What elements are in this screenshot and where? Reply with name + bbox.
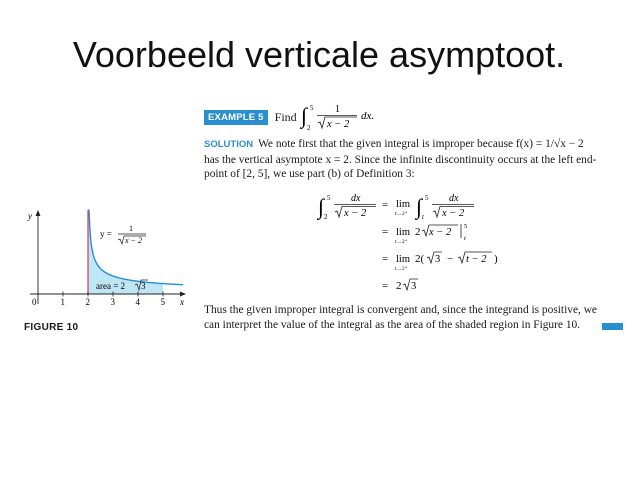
- integral-upper: 5: [309, 104, 314, 112]
- integral-radicand: x − 2: [326, 119, 349, 130]
- x-tick-label-3: 3: [110, 297, 115, 307]
- x-tick-label-2: 2: [85, 297, 90, 307]
- integral-numerator: 1: [334, 104, 340, 115]
- solution-line-1: SOLUTION We note first that the given integral is improper because f(x) = 1/√x − 2: [204, 138, 584, 150]
- svg-text:t: t: [422, 213, 424, 221]
- conclusion-line-1: Thus the given improper integral is convergent and, since the integrand is positive, we: [204, 304, 597, 316]
- svg-text:5: 5: [425, 194, 429, 202]
- figure-caption: FIGURE 10: [24, 322, 79, 333]
- svg-text:t→2⁺: t→2⁺: [395, 239, 408, 245]
- find-label: Find: [274, 109, 297, 124]
- solution-line-3: point of [2, 5], we use part (b) of Definition 3:: [204, 168, 415, 181]
- area-label-prefix: area = 2: [96, 281, 126, 291]
- svg-text:−: −: [447, 253, 454, 265]
- integral-dx: dx.: [360, 110, 374, 122]
- x-axis-arrow: [180, 292, 186, 297]
- svg-text:5: 5: [464, 223, 468, 230]
- svg-text:lim: lim: [396, 254, 411, 265]
- svg-text:=: =: [382, 253, 389, 265]
- solution-keyword: SOLUTION: [204, 139, 254, 150]
- svg-text:dx: dx: [351, 193, 361, 204]
- origin-label: 0: [32, 297, 37, 307]
- curve-label-prefix: y =: [100, 229, 112, 239]
- svg-text:3: 3: [411, 281, 417, 292]
- svg-text:2: 2: [415, 226, 421, 238]
- example-badge: EXAMPLE 5: [204, 110, 268, 125]
- svg-text:t: t: [464, 235, 466, 242]
- svg-text:∫: ∫: [300, 103, 307, 128]
- svg-text:2: 2: [396, 280, 402, 292]
- svg-text:5: 5: [327, 194, 331, 202]
- x-tick-label-4: 4: [135, 297, 140, 307]
- svg-text:t − 2: t − 2: [466, 254, 487, 265]
- svg-text:lim: lim: [396, 227, 411, 238]
- example-integral: [301, 103, 391, 131]
- y-axis-arrow: [36, 210, 41, 216]
- svg-text:=: =: [382, 226, 389, 238]
- slide-title: Voorbeeld verticale asymptoot.: [72, 34, 566, 75]
- figure-10-graph: [22, 204, 192, 316]
- svg-text:2(: 2(: [415, 253, 425, 265]
- example-header: [204, 103, 387, 131]
- svg-text:3: 3: [435, 254, 441, 265]
- svg-text:t→2⁺: t→2⁺: [395, 266, 408, 272]
- y-axis-label: y: [28, 211, 32, 221]
- svg-text:x − 2: x − 2: [442, 208, 465, 219]
- svg-text:=: =: [382, 199, 389, 211]
- solution-line-2: has the vertical asymptote x = 2. Since the infinite discontinuity occurs at the left end-: [204, 153, 597, 166]
- integral-lower: 2: [306, 124, 311, 132]
- svg-text:): ): [494, 253, 498, 265]
- svg-text:x − 2: x − 2: [344, 208, 367, 219]
- end-of-example-marker: [602, 323, 623, 330]
- svg-text:∫: ∫: [318, 194, 325, 219]
- svg-text:∫: ∫: [416, 194, 423, 219]
- curve-label-radicand: x − 2: [125, 236, 142, 245]
- svg-text:x − 2: x − 2: [429, 227, 452, 238]
- svg-text:lim: lim: [396, 199, 411, 210]
- conclusion-line-2: can interpret the value of the integral as the area of the shaded region in Figure 10.: [204, 319, 581, 331]
- svg-text:t→2⁺: t→2⁺: [395, 211, 408, 217]
- conclusion-text: [204, 303, 614, 333]
- svg-text:2: 2: [324, 213, 328, 221]
- curve-label-numerator: 1: [129, 224, 133, 233]
- x-tick-label-5: 5: [160, 297, 165, 307]
- x-axis-label: x: [180, 297, 184, 307]
- svg-text:dx: dx: [449, 193, 459, 204]
- solution-text: [204, 137, 606, 182]
- x-tick-label-1: 1: [60, 297, 65, 307]
- derivation: [318, 188, 518, 300]
- area-label-radicand: 3: [141, 281, 146, 291]
- svg-text:=: =: [382, 280, 389, 292]
